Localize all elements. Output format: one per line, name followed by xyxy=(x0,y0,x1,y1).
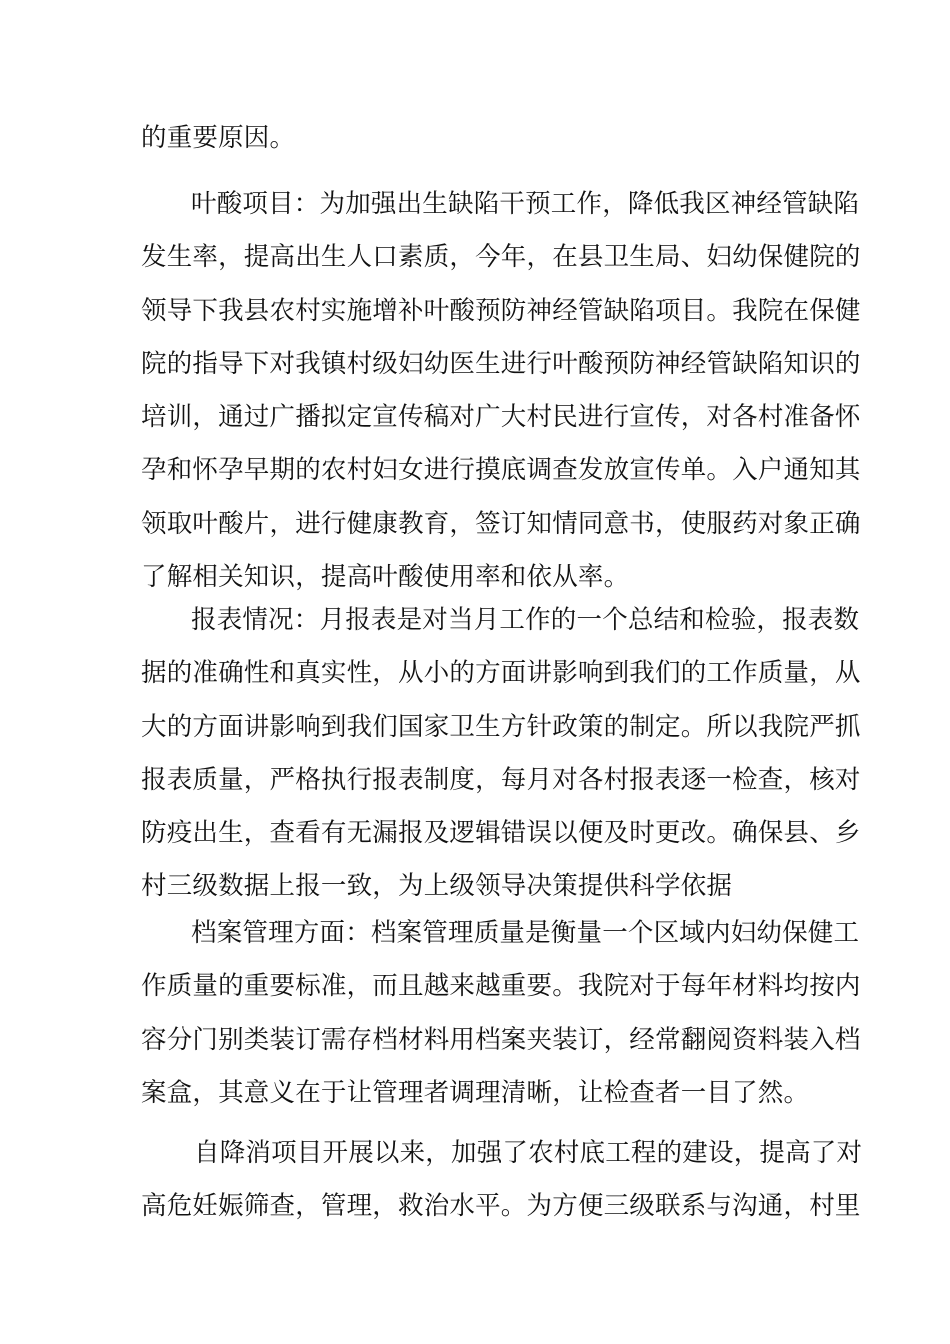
paragraph-line: 培训，通过广播拟定宣传稿对广大村民进行宣传，对各村准备怀 xyxy=(141,402,861,433)
paragraph-line: 档案管理方面：档案管理质量是衡量一个区域内妇幼保健工 xyxy=(191,918,860,948)
paragraph-line: 报表情况：月报表是对当月工作的一个总结和检验，报表数 xyxy=(191,605,860,635)
paragraph-line: 案盒，其意义在于让管理者调理清晰，让检查者一目了然。 xyxy=(141,1077,810,1108)
paragraph-line: 发生率，提高出生人口素质，今年，在县卫生局、妇幼保健院的 xyxy=(141,242,861,273)
paragraph-line: 高危妊娠筛查，管理，救治水平。为方便三级联系与沟通，村里 xyxy=(141,1191,861,1222)
paragraph-continuation xyxy=(141,112,809,165)
paragraph-report-status xyxy=(141,594,861,914)
paragraph-archive-management xyxy=(141,907,861,1120)
paragraph-line: 村三级数据上报一致，为上级领导决策提供科学依据 xyxy=(141,871,733,902)
paragraph-line: 大的方面讲影响到我们国家卫生方针政策的制定。所以我院严抓 xyxy=(141,711,861,742)
paragraph-line: 防疫出生，查看有无漏报及逻辑错误以便及时更改。确保县、乡 xyxy=(141,818,861,849)
paragraph-line: 院的指导下对我镇村级妇幼医生进行叶酸预防神经管缺陷知识的 xyxy=(141,348,861,379)
paragraph-line: 孕和怀孕早期的农村妇女进行摸底调查发放宣传单。入户通知其 xyxy=(141,455,861,486)
paragraph-line: 容分门别类装订需存档材料用档案夹装订，经常翻阅资料装入档 xyxy=(141,1024,861,1055)
paragraph-line: 领导下我县农村实施增补叶酸预防神经管缺陷项目。我院在保健 xyxy=(141,295,861,326)
paragraph-folic-acid-project xyxy=(141,178,861,604)
paragraph-project-progress xyxy=(141,1127,863,1234)
paragraph-line: 领取叶酸片，进行健康教育，签订知情同意书，使服药对象正确 xyxy=(141,508,861,539)
paragraph-line: 自降消项目开展以来，加强了农村底工程的建设，提高了对 xyxy=(194,1138,863,1168)
paragraph-line: 的重要原因。 xyxy=(141,123,296,153)
paragraph-line: 了解相关知识，提高叶酸使用率和依从率。 xyxy=(141,562,630,593)
paragraph-line: 据的准确性和真实性，从小的方面讲影响到我们的工作质量，从 xyxy=(141,658,861,689)
paragraph-line: 作质量的重要标准，而且越来越重要。我院对于每年材料均按内 xyxy=(141,971,861,1002)
paragraph-line: 叶酸项目：为加强出生缺陷干预工作，降低我区神经管缺陷 xyxy=(191,189,860,219)
paragraph-line: 报表质量，严格执行报表制度，每月对各村报表逐一检查，核对 xyxy=(141,764,861,795)
